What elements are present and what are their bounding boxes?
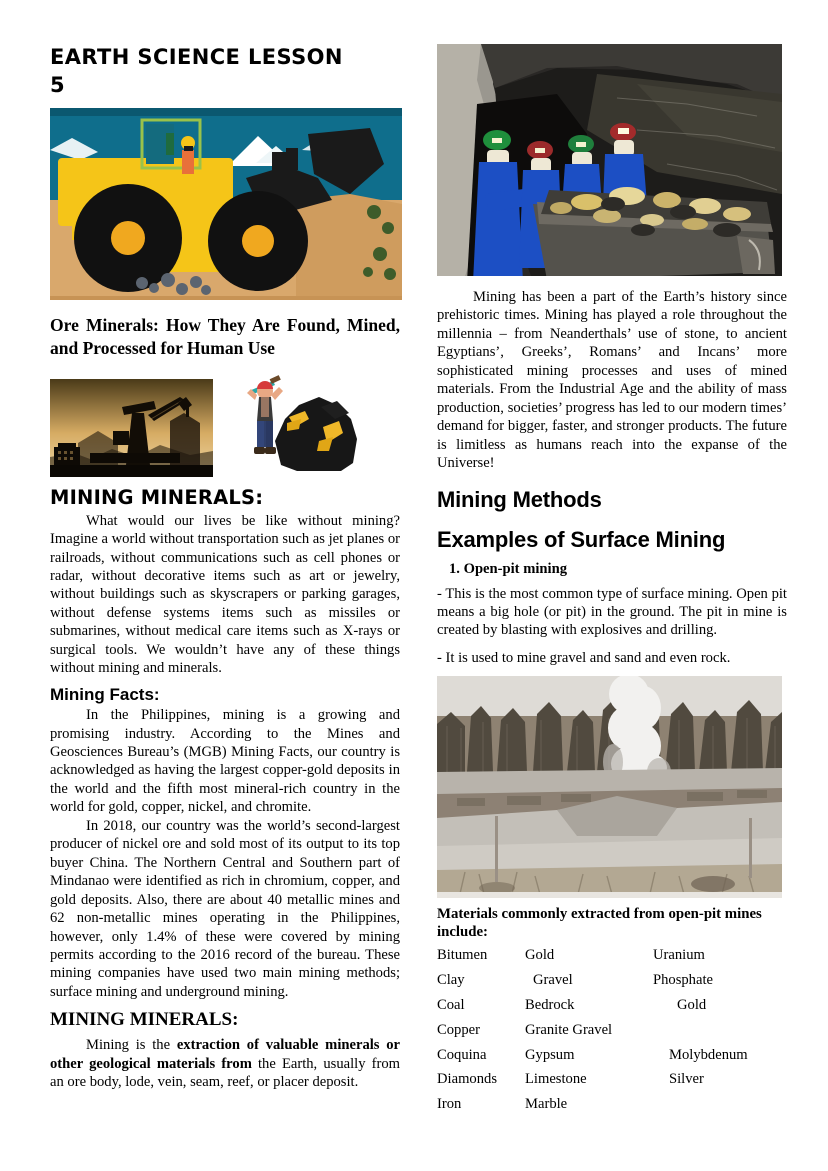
materials-table-body — [437, 943, 787, 1116]
material-cell: Copper — [437, 1021, 480, 1038]
material-cell: Molybdenum — [669, 1046, 748, 1063]
right-column — [437, 44, 787, 1161]
lesson-title-line2: 5 — [50, 72, 66, 97]
materials-table-title: Materials commonly extracted from open-pit mines include: — [437, 906, 762, 941]
heading-mining-minerals: MINING MINERALS: — [50, 486, 264, 510]
material-cell: Bedrock — [525, 997, 575, 1013]
article-subtitle: Ore Minerals: How They Are Found, Mined, and Processed for Human Use — [50, 315, 400, 358]
material-cell: Marble — [525, 1096, 568, 1113]
figure-row — [50, 367, 400, 477]
material-cell: Diamonds — [437, 1071, 497, 1088]
material-cell: Silver — [669, 1071, 704, 1088]
open-pit-description-1: - This is the most common type of surface mining. Open pit means a big hole (or pit) in the ground. The pit in mine is created by blasting with explosives and drilling. — [437, 585, 787, 639]
table-row — [437, 1043, 787, 1068]
figure-coal-miner — [237, 367, 367, 477]
heading-mining-facts: Mining Facts: — [50, 684, 160, 704]
page-title — [50, 44, 400, 99]
figure-underground-miners — [437, 44, 782, 282]
heading-mining-methods: Mining Methods — [437, 486, 602, 512]
material-cell: Phosphate — [653, 972, 713, 989]
material-cell: Limestone — [525, 1071, 587, 1088]
definition-part2: the Earth, usually from an ore body, lode, vein, seam, reef, or placer deposit. — [50, 1055, 400, 1091]
material-cell: Iron — [437, 1096, 462, 1113]
left-column — [50, 44, 400, 1161]
definition-emphasis: extraction of valuable minerals or other geological materials from — [50, 1037, 401, 1072]
table-row — [437, 993, 787, 1018]
material-cell: Bitumen — [437, 947, 488, 964]
material-cell: Gold — [525, 947, 555, 964]
figure-quarry-blast — [437, 676, 782, 898]
material-cell: Uranium — [653, 947, 705, 964]
open-pit-description-2: - It is used to mine gravel and sand and even rock. — [437, 649, 731, 666]
material-cell: Gold — [677, 997, 707, 1013]
lesson-title-line1: EARTH SCIENCE LESSON — [50, 45, 343, 69]
material-cell: Clay — [437, 972, 465, 989]
material-cell: Gypsum — [525, 1046, 575, 1063]
paragraph-mining-history: Mining has been a part of the Earth’s history since prehistoric times. Mining has played a role throughout the millennia – from Neanderthals’ use of stone, to ancient Egyptians’, Greeks’, Romans’ and Incans’ more sophisticated mining processes and uses of mined materials. From the Industrial Age and the ability of mass production, societies’ progress has led to our modern times’ demand for bigger, faster, and stronger products. The future is limitless as humans reach into the expanse of the Universe! — [437, 289, 787, 472]
heading-examples-surface-mining: Examples of Surface Mining — [437, 527, 726, 553]
paragraph-2018-nickel: In 2018, our country was the world’s second-largest producer of nickel ore and sold most of its output to its top buyer China. The Northern Central and Southern part of Mindanao were identified as rich in chromium, copper, and gold deposits. Also, there are about 40 metallic mines and 62 non-metallic mines operating in the Philippines, however, only 1.4% of these were covered by mining permits according to the 2016 record of the bureau. These mining companies have used two main mining methods; surface mining and underground mining. — [50, 817, 400, 1000]
list-item-open-pit-mining: 1. Open-pit mining — [449, 560, 567, 577]
material-cell — [653, 1092, 787, 1117]
material-cell: Coal — [437, 997, 465, 1013]
table-row — [437, 1018, 787, 1043]
table-row — [437, 1067, 787, 1092]
table-row — [437, 968, 787, 993]
definition-part1: Mining is the — [86, 1037, 177, 1054]
material-cell: Gravel — [533, 972, 573, 989]
heading-mining-minerals-2: MINING MINERALS: — [50, 1009, 239, 1031]
paragraph-definition — [50, 1036, 400, 1091]
paragraph-why-mining: What would our lives be like without mining? Imagine a world without transportation such as jet planes or railroads, without communications such as cell phones or radar, without decorative items such as art or jewelry, without buildings such as skyscrapers or parking garages, without defense systems items such as missiles or submarines, without medical care items such as X-rays or surgical tools. We wouldn’t have any of these things without mining and minerals. — [50, 512, 400, 677]
table-row — [437, 943, 787, 968]
table-row — [437, 1092, 787, 1117]
material-cell: Coquina — [437, 1046, 487, 1063]
materials-table — [437, 943, 787, 1116]
material-cell — [653, 1018, 787, 1043]
paragraph-mgb-facts: In the Philippines, mining is a growing and promising industry. According to the Mines and Geosciences Bureau’s (MGB) Mining Facts, our country is acknowledged as having the largest copper-gold deposits in the world and the fifth most mineral-rich country in the world for gold, copper, nickel, and chromite. — [50, 707, 400, 816]
figure-wheel-loader — [50, 108, 402, 300]
figure-mine-silhouette — [50, 379, 213, 477]
material-cell: Granite Gravel — [525, 1021, 613, 1038]
